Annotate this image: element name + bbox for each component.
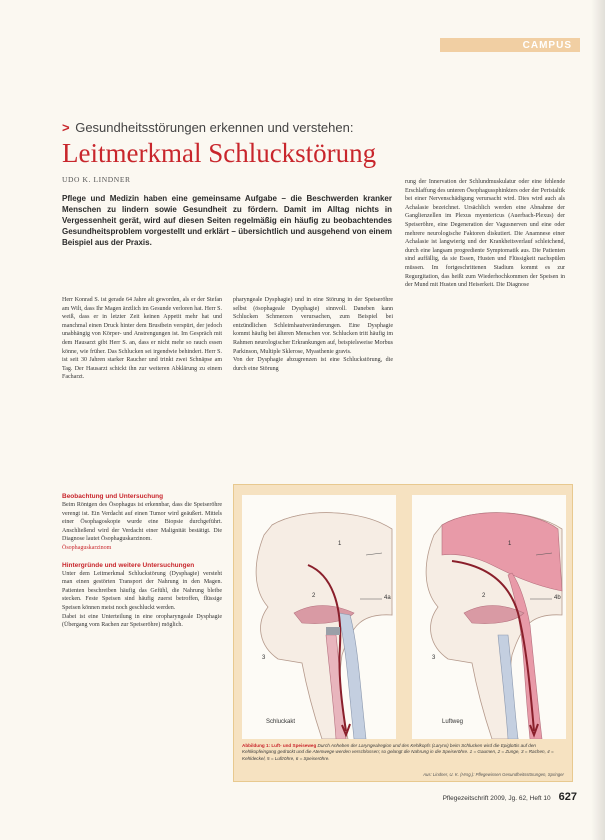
figure-marker: 4b xyxy=(554,595,561,601)
subheading-observation: Beobachtung und Untersuchung xyxy=(62,493,164,500)
diagnosis-reference: Ösophaguskarzinom xyxy=(62,544,112,551)
article-kicker xyxy=(62,120,542,135)
figure-marker: 1 xyxy=(338,541,342,547)
kicker-text: Gesundheitsstörungen erkennen und verstehen: xyxy=(75,120,354,135)
figure-caption-text: Durch Anheben der Laryngealregion und des Kehlkopfs (Larynx) beim Schlucken wird die Epiglottis auf den Kehlkopfeingang gedrückt und die Atemwege werden verschlossen; so gelangt die Nahrung in die Speiseröhre. 1 = Gaumen, 2 = Zunge, 3 = Rachen, 4 = Kehldeckel, 5 = Luftröhre, 6 = Speiseröhre. xyxy=(242,743,554,761)
article-title: Leitmerkmal Schluckstörung xyxy=(62,138,377,168)
body-paragraph: Dabei ist eine Unterteilung in eine oropharyngeale Dysphagie (Übergang vom Rachen zur Speiseröhre) möglich. xyxy=(62,613,222,629)
column-2 xyxy=(233,296,393,373)
figure-credit: Aus: Lindner, U. K. (Hrsg.): Pflegewissen Gesundheitsstörungen, Springer xyxy=(423,772,564,777)
column-1-sections xyxy=(62,492,222,630)
column-1-intro xyxy=(62,296,222,382)
body-paragraph: Unter dem Leitmerkmal Schluckstörung (Dysphagie) versteht man einen gestörten Transport der Nahrung in den Magen. Patienten beschreiben häufig das Gefühl, die Nahrung bleibe stecken. Feste Speisen sind häufig zuerst betroffen, flüssige Speisen können meist noch geschluckt werden. xyxy=(62,570,222,611)
figure-panel-swallowing xyxy=(242,495,396,739)
swallowing-anatomy-illustration xyxy=(242,495,396,739)
body-paragraph: rung der Innervation der Schlundmuskulatur oder eine fehlende Erschlaffung des unteren Ösophagussphinkters oder der Peristaltik bei einer Nervenschädigung verursacht wird. Dies wird auch als Achalasie bezeichnet. Ursächlich werden eine Abnahme der Ganglienzellen im Plexus myentericus (Auerbach-Plexus) der Speiseröhre, eine Degeneration der Vagusnerven und eine oder mehrere neurologische Faktoren diskutiert. Die Anamnese einer Achalasie ist langwierig und der Krankheitsverlauf schleichend, durch eine langsam progrediente Symptomatik aus. Die Patienten sind auffällig, da sie Essen, Husten und Flüssigkeit nachspülen müssen. Im fortgeschrittenen Stadium kommt es zur Regurgitation, das heißt zum Wiederhochkommen der Speisen in der Mund mit Husten und Heiserkeit. Die Diagnose xyxy=(405,179,565,289)
figure-marker: 1 xyxy=(508,541,512,547)
body-paragraph: Herr Konrad S. ist gerade 64 Jahre alt geworden, als er der Stefan am Wilt, dass Ihr Magen ärztlich im Gesunde verloren hat. Herr S. weiß, dass er in letzter Zeit keinen Appetit mehr hat und manchmal einen Druck hinter dem Brustbein verspürt, der jedoch unabhängig von Körper- und Anstrengungen ist. Im Gespräch mit dem Hausarzt gibt Herr S. an, dass er nicht mehr so rauch essen könne, wie früher. Das Schlucken sei irgendwie behindert. Herr S. ist seit 30 Jahren starker Raucher und trinkt zwei Schnäpse am Tag. Der Hausarzt schickt ihn zur weiteren Abklärung zu einem Facharzt. xyxy=(62,297,222,381)
figure-marker: 2 xyxy=(482,593,486,599)
figure-marker: 3 xyxy=(432,655,436,661)
figure-marker: 2 xyxy=(312,593,316,599)
body-paragraph: pharyngeale Dysphagie) und in eine Störung in der Speiseröhre selbst (ösophageale Dysphagie) sinnvoll. Daneben kann Schlucken Schmerzen verursachen, zum Beispiel bei entzündlichen Schleimhautveränderungen. Eine Dysphagie kommt häufig bei älteren Menschen vor. Schlucken tritt häufig im Rahmen neurologischer Erkrankungen auf, beispielsweise Morbus Parkinson, Multiple Sklerose, Myasthenie gravis. xyxy=(233,297,393,355)
section-label: CAMPUS xyxy=(522,39,572,51)
article-lead: Pflege und Medizin haben eine gemeinsame Aufgabe – die Beschwerden kranker Menschen zu lindern sowie Gesundheit zu fördern. Damit im Alltag nichts in Vergessenheit gerät, wird auf diesen Seiten regelmäßig ein häufig zu beobachtendes Gesundheitsproblem vorgestellt und erklärt – übersichtlich und ausgehend von einem Beispiel aus der Praxis. xyxy=(62,194,392,247)
page-footer xyxy=(387,791,577,805)
journal-citation: Pflegezeitschrift 2009, Jg. 62, Heft 10 xyxy=(442,795,551,802)
figure-marker: 3 xyxy=(262,655,266,661)
anatomy-figure xyxy=(233,484,573,782)
section-band xyxy=(440,38,580,52)
figure-marker: 4a xyxy=(384,595,391,601)
scan-edge-shadow xyxy=(591,0,605,840)
subheading-background: Hintergründe und weitere Untersuchungen xyxy=(62,561,195,569)
column-3 xyxy=(405,178,565,290)
kicker-arrow-icon: > xyxy=(62,120,70,135)
body-paragraph: Von der Dysphagie abzugrenzen ist eine Schluckstörung, die durch eine Störung xyxy=(233,357,393,372)
airway-anatomy-illustration xyxy=(412,495,566,739)
figure-caption-title: Abbildung 1: Luft- und Speiseweg xyxy=(242,743,317,748)
page-number: 627 xyxy=(558,791,577,803)
figure-label-swallowing: Schluckakt xyxy=(266,719,296,725)
figure-panel-airway xyxy=(412,495,566,739)
article-author: UDO K. LINDNER xyxy=(62,175,131,184)
body-paragraph: Beim Röntgen des Ösophagus ist erkennbar, dass die Speiseröhre verengt ist. Ein Verdacht auf einen Tumor wird geäußert. Mittels einer Ösophagoskopie wurde eine Biopsie durchgeführt. Anschließend wird der Verdacht einer Malignität bestätigt. Die Diagnose lautet Ösophaguskarzinom. xyxy=(62,502,222,543)
figure-caption xyxy=(242,743,566,762)
reference-link xyxy=(62,544,222,553)
figure-label-airway: Luftweg xyxy=(442,719,464,725)
